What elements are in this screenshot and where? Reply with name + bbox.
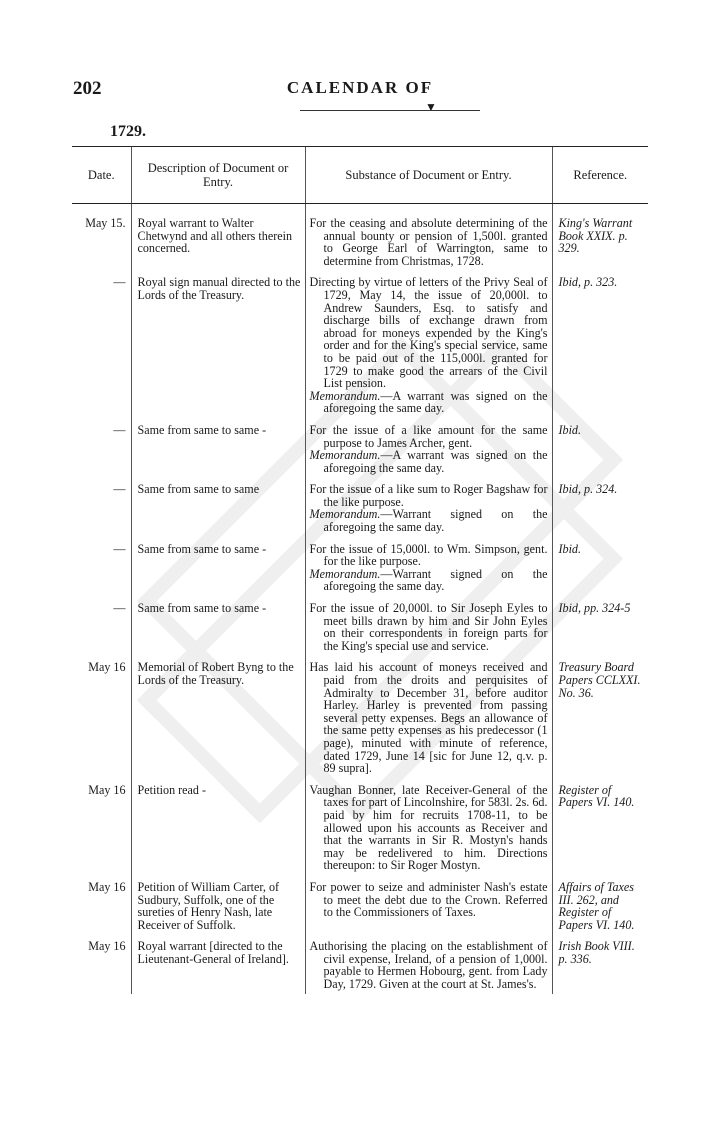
calendar-table [72,146,648,994]
table-row [72,483,648,536]
memorandum-note [310,568,548,593]
table-row [72,940,648,993]
entry-reference: Ibid, pp. 324-5 [552,602,648,655]
memorandum-text: —A warrant was signed on the aforegoing the same day. [323,448,548,475]
memorandum-text: —Warrant signed on the aforegoing the same day. [323,566,548,594]
entry-reference: King's Warrant Book XXIX. p. 329. [552,204,648,271]
entry-date: May 16 [88,660,126,675]
entry-description: Royal sign manual directed to the Lords of the Treasury. [131,276,305,418]
entry-description: Petition read - [131,784,305,875]
entry-description: Same from same to same - [131,543,305,596]
substance-text: For the ceasing and absolute determining of the annual bounty or pension of 1,500l. granted to George Earl of Warrington, same to determine from Christmas, 1728. [309,216,548,268]
entry-description: Memorial of Robert Byng to the Lords of the Treasury. [131,661,305,777]
column-header-description: Description of Document or Entry. [131,147,305,204]
entry-substance [305,661,552,777]
substance-text: For the issue of a like sum to Roger Bagshaw for the like purpose. [309,482,548,509]
header-rule [300,110,480,111]
table-row [72,276,648,418]
table-row [72,784,648,875]
table-row [72,881,648,934]
table-row [72,661,648,777]
memorandum-text: —Warrant signed on the aforegoing the same day. [323,507,548,535]
entry-reference: Ibid, p. 324. [552,483,648,536]
table-row [72,543,648,596]
entry-description: Petition of William Carter, of Sudbury, Suffolk, one of the sureties of Henry Nash, late Receiver of Suffolk. [131,881,305,934]
year-heading: 1729. [110,123,146,140]
substance-text: Directing by virtue of letters of the Privy Seal of 1729, May 14, the issue of 20,000l. to Andrew Saunders, Esq. to satisfy and discharge bills of exchange drawn from abroad for moneys expended by the King's order and for the King's special service, same to be paid out of the 115,000l. granted for 1729 to make good the arrears of the Civil List pension. [309,275,548,391]
substance-text: Vaughan Bonner, late Receiver-General of the taxes for part of Lincolnshire, for 583l. 2s. 6d. paid by him for recruits 1708-11, to be allowed upon his accounts as Receiver and that the warrants in Sir R. Mostyn's hands may be redelivered to him. Directions thereupon: to Sir Roger Mostyn. [309,782,548,873]
entry-date: — [113,541,126,556]
entry-date: May 16 [88,782,126,797]
calendar-table-container [72,146,648,994]
memorandum-label: Memorandum. [309,507,381,522]
entry-substance [305,602,552,655]
substance-text: Has laid his account of moneys received and paid from the droits and perquisites of Admiralty to December 31, before auditor Harley. Harley is prevented from passing several petty expenses. Begs an allowance of the same petty expenses as his predecessor (1 page), minuted with minute of reference, dated 1729, June 14 [sic for June 12, q.v. p. 89 supra]. [309,660,548,776]
column-header-date: Date. [72,147,131,204]
entry-reference: Ibid, p. 323. [552,276,648,418]
table-header-row [72,147,648,204]
entry-date: May 16 [88,879,126,894]
entry-substance [305,424,552,477]
entry-substance [305,276,552,418]
entry-substance [305,784,552,875]
memorandum-label: Memorandum. [309,388,381,403]
memorandum-label: Memorandum. [309,566,381,581]
entry-reference: Ibid. [552,424,648,477]
substance-text: For the issue of 20,000l. to Sir Joseph Eyles to meet bills drawn by him and Sir John Eyles on their correspondents in foreign parts for the King's special use and service. [309,601,548,653]
column-header-substance: Substance of Document or Entry. [305,147,552,204]
column-header-reference: Reference. [552,147,648,204]
entry-substance [305,483,552,536]
entry-description: Same from same to same - [131,424,305,477]
entry-reference: Ibid. [552,543,648,596]
entry-date: — [113,422,126,437]
entry-description: Same from same to same - [131,602,305,655]
entry-reference: Affairs of Taxes III. 262, and Register of Papers VI. 140. [552,881,648,934]
entry-description: Same from same to same [131,483,305,536]
memorandum-text: —A warrant was signed on the aforegoing the same day. [323,388,548,416]
table-row [72,424,648,477]
substance-text: Authorising the placing on the establishment of civil expense, Ireland, of a pension of 1,000l. payable to Hermen Hobourg, gent. from Lady Day, 1729. Given at the court at St. James's. [309,939,548,992]
entry-date: May 16 [88,939,126,954]
entry-description: Royal warrant [directed to the Lieutenant-General of Ireland]. [131,940,305,993]
entry-substance [305,204,552,271]
entry-reference: Irish Book VIII. p. 336. [552,940,648,993]
memorandum-note [310,449,548,474]
entry-substance [305,543,552,596]
entry-date: — [113,601,126,616]
memorandum-label: Memorandum. [309,448,381,463]
entry-substance [305,881,552,934]
table-row [72,602,648,655]
entry-reference: Register of Papers VI. 140. [552,784,648,875]
entry-description: Royal warrant to Walter Chetwynd and all others therein concerned. [131,204,305,271]
entry-date: — [113,275,126,290]
substance-text: For the issue of a like amount for the same purpose to James Archer, gent. [309,422,548,450]
page-number: 202 [73,78,102,99]
running-head: CALENDAR OF [286,78,434,97]
entry-substance [305,940,552,993]
memorandum-note [310,390,548,415]
ornament-dot: ▼ [425,100,437,114]
memorandum-note [310,508,548,533]
entry-date: May 15. [85,216,126,230]
table-body [72,204,648,994]
substance-text: For power to seize and administer Nash's estate to meet the debt due to the Crown. Referred to the Commissioners of Taxes. [309,879,548,920]
table-row [72,204,648,271]
substance-text: For the issue of 15,000l. to Wm. Simpson, gent. for the like purpose. [309,541,548,569]
entry-date: — [113,482,126,497]
entry-reference: Treasury Board Papers CCLXXI. No. 36. [552,661,648,777]
